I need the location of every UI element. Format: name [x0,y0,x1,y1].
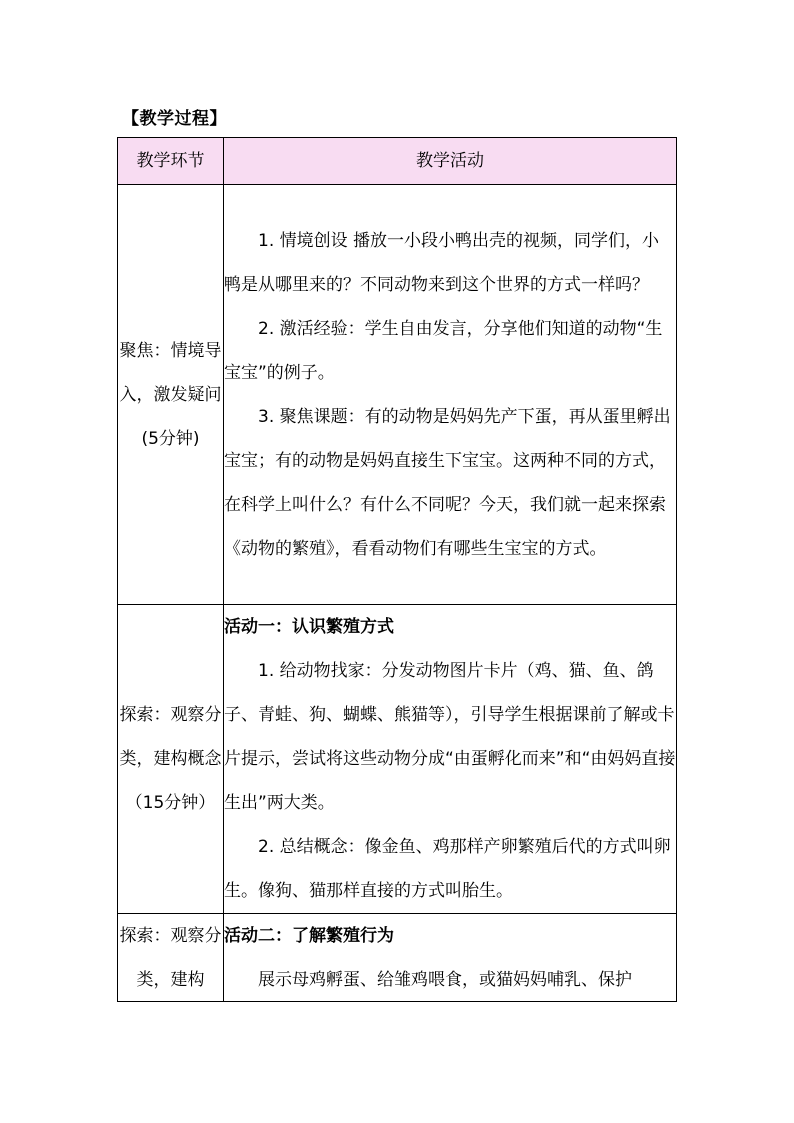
section-heading: 【教学过程】 [122,109,227,129]
stage-cell: 探索：观察分类，建构概念（15分钟） [118,605,224,914]
stage-cell: 聚焦：情境导入，激发疑问(5分钟) [118,185,224,605]
header-activity: 教学活动 [224,138,677,185]
activity-paragraph: 1. 情境创设 播放一小段小鸭出壳的视频，同学们，小鸭是从哪里来的？不同动物来到这个世界的方式一样吗？ [224,230,660,295]
activity-paragraph: 展示母鸡孵蛋、给雏鸡喂食，或猫妈妈哺乳、保护 [258,970,632,990]
activity-paragraph: 2. 激活经验：学生自由发言，分享他们知道的动物“生宝宝”的例子。 [224,318,663,383]
header-stage: 教学环节 [118,138,224,185]
table-header-row [118,138,677,185]
teaching-process-table [117,137,677,1002]
activity-title: 活动一：认识繁殖方式 [224,617,394,637]
table-row [118,914,677,1002]
table-row [118,605,677,914]
activity-paragraph: 2. 总结概念：像金鱼、鸡那样产卵繁殖后代的方式叫卵生。像狗、猫那样直接的方式叫胎生。 [224,837,671,901]
activity-paragraph: 1. 给动物找家：分发动物图片卡片（鸡、猫、鱼、鸽子、青蛙、狗、蝴蝶、熊猫等），引导学生根据课前了解或卡片提示，尝试将这些动物分成“由蛋孵化而来”和“由妈妈直接生出”两大类。 [224,661,676,813]
activity-cell [224,605,677,914]
table-row [118,185,677,605]
activity-clip [224,914,676,998]
activity-cell [224,185,677,605]
activity-paragraph: 3. 聚焦课题：有的动物是妈妈先产下蛋，再从蛋里孵出宝宝；有的动物是妈妈直接生下宝宝。这两种不同的方式，在科学上叫什么？有什么不同呢？今天，我们就一起来探索《动物的繁殖》，看看动物们有哪些生宝宝的方式。 [224,406,671,559]
stage-text: 探索：观察分类，建构 [119,926,222,990]
activity-title: 活动二：了解繁殖行为 [224,926,394,946]
stage-cell [118,914,224,1002]
activity-cell [224,914,677,1002]
